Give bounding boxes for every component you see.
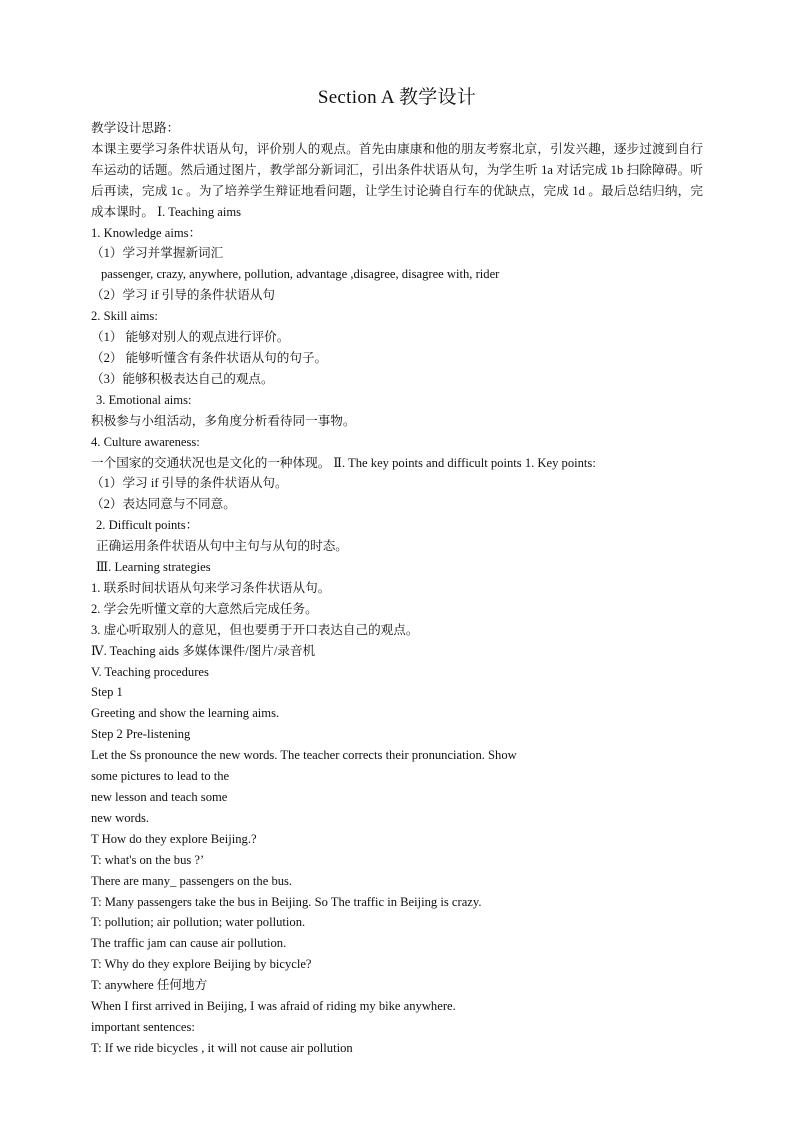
document-title: Section A 教学设计: [317, 87, 477, 108]
paragraph-step-1: Step 1: [91, 685, 123, 700]
paragraph-text: some pictures to lead to the: [91, 769, 230, 784]
paragraph-dialogue: T: what's on the bus ?’: [91, 852, 205, 867]
paragraph-learning-strategies: Ⅲ. Learning strategies: [96, 560, 211, 575]
paragraph-item: （2） 能够听懂含有条件状语从句的句子。: [91, 350, 328, 365]
paragraph-dialogue: T: Many passengers take the bus in Beijing. So The traffic in Beijing is crazy.: [91, 894, 482, 909]
paragraph-teaching-procedures: V. Teaching procedures: [91, 664, 209, 679]
paragraph-item: 2. 学会先听懂文章的大意然后完成任务。: [91, 601, 318, 616]
paragraph-dialogue: The traffic jam can cause air pollution.: [91, 936, 287, 951]
paragraph-text: Let the Ss pronounce the new words. The teacher corrects their pronunciation. Show: [91, 748, 517, 763]
paragraph-dialogue: T: Why do they explore Beijing by bicycle?: [91, 957, 312, 972]
paragraph-knowledge-aims: 1. Knowledge aims：: [91, 225, 202, 240]
paragraph-important-sentences: important sentences:: [91, 1019, 195, 1034]
paragraph-design-intro: 本课主要学习条件状语从句，评价别人的观点。首先由康康和他的朋友考察北京，引发兴趣，逐步过渡到自行车运动的话题。然后通过图片，教学部分新词汇，引出条件状语从句，为学生听 1a 对话完成 1b 扫除障碍。听后再读，完成 1c 。为了培养学生辩证地看问题，让学生讨论骑自行车的优缺点，完成 1d 。最后总结归纳，完成本课时。 Ⅰ. Teaching aims: [91, 141, 703, 219]
paragraph-item: （1） 能够对别人的观点进行评价。: [91, 330, 290, 345]
paragraph-dialogue: There are many_ passengers on the bus.: [91, 873, 293, 888]
paragraph-text: Greeting and show the learning aims.: [91, 706, 280, 721]
paragraph-item: （2）学习 if 引导的条件状语从句: [91, 288, 276, 303]
paragraph-item: 1. 联系时间状语从句来学习条件状语从句。: [91, 580, 331, 595]
paragraph-item: （1）学习 if 引导的条件状语从句。: [91, 476, 288, 491]
paragraph-design-heading: 教学设计思路：: [91, 121, 180, 135]
paragraph-dialogue: T: anywhere 任何地方: [91, 978, 208, 993]
paragraph-text: 正确运用条件状语从句中主句与从句的时态。: [96, 539, 348, 554]
paragraph-item: （3）能够积极表达自己的观点。: [91, 371, 274, 386]
paragraph-teaching-aids: Ⅳ. Teaching aids 多媒体课件/图片/录音机: [91, 643, 316, 658]
paragraph-text: 一个国家的交通状况也是文化的一种体现。 Ⅱ. The key points and difficult points 1. Key points:: [91, 455, 596, 470]
paragraph-dialogue: T How do they explore Beijing.?: [91, 831, 257, 846]
paragraph-difficult-points: 2. Difficult points：: [96, 518, 199, 533]
paragraph-text: new words.: [91, 810, 150, 825]
paragraph-culture-awareness: 4. Culture awareness:: [91, 434, 200, 449]
paragraph-text: new lesson and teach some: [91, 790, 228, 804]
paragraph-text: 积极参与小组活动，多角度分析看待同一事物。: [91, 413, 356, 428]
paragraph-dialogue: T: pollution; air pollution; water pollution.: [91, 915, 306, 930]
paragraph-emotional-aims: 3. Emotional aims:: [96, 392, 192, 407]
paragraph-step-2: Step 2 Pre-listening: [91, 727, 191, 742]
paragraph-item: 3. 虚心听取别人的意见，但也要勇于开口表达自己的观点。: [91, 622, 419, 637]
paragraph-dialogue: When I first arrived in Beijing, I was afraid of riding my bike anywhere.: [91, 999, 456, 1014]
paragraph-dialogue: T: If we ride bicycles , it will not cause air pollution: [91, 1040, 353, 1055]
paragraph-vocabulary: passenger, crazy, anywhere, pollution, advantage ,disagree, disagree with, rider: [101, 267, 500, 282]
document-body: [91, 118, 703, 1059]
paragraph-item: （1）学习并掌握新词汇: [91, 246, 224, 261]
paragraph-item: （2）表达同意与不同意。: [91, 497, 236, 512]
paragraph-skill-aims: 2. Skill aims:: [91, 309, 158, 324]
